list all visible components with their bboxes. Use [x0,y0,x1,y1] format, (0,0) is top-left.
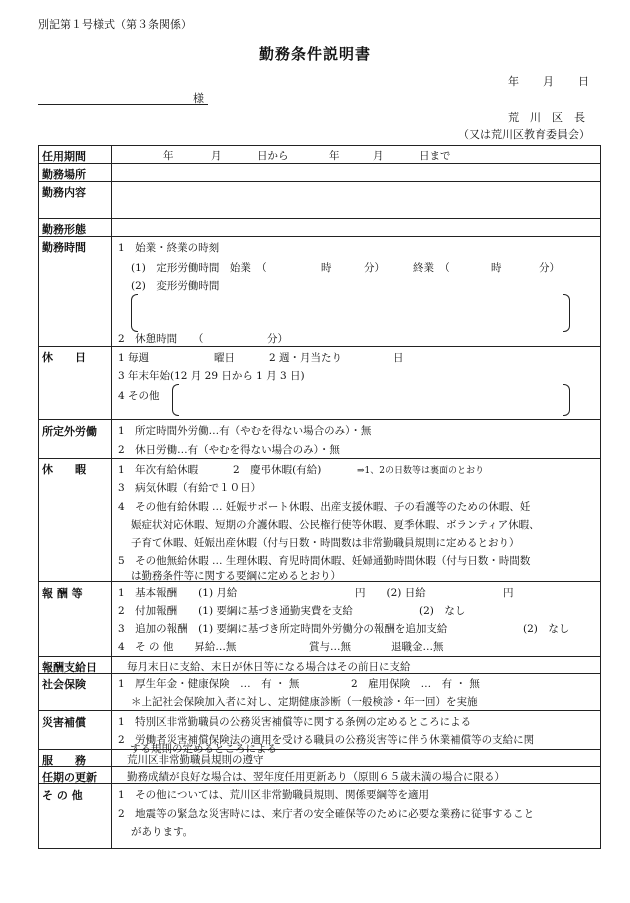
hours-line1: 1 始業・終業の時刻 [118,242,220,254]
leave-label: 休 暇 [42,463,86,476]
pay-other: 4 そ の 他 昇給…無 [118,641,237,653]
holiday-other-bracket-left [172,384,179,416]
other-line3: があります。 [131,826,194,838]
holiday-newyear: 3 年末年始(12 月 29 日から 1 月 3 日) [118,370,305,382]
overtime-line1: 1 所定時間外労働…有（やむを得ない場合のみ）・無 [118,425,372,437]
hours-fixed-end: 終業 （ [413,262,450,274]
row-divider [39,458,600,459]
document-title: 勤務条件説明書 [258,45,371,63]
pay-label: 報 酬 等 [42,587,83,600]
leave-note: ⇒1、2の日数等は裏面のとおり [357,466,484,476]
row-divider [39,163,600,164]
term-label: 任用期間 [42,150,86,163]
hours-break: 2 休憩時間 （ [118,333,204,345]
insurance-pension: 1 厚生年金・健康保険 … 有 ・ 無 [118,678,300,690]
hours-fixed-start-h: 時 [321,262,332,274]
service-label: 服 務 [42,754,86,767]
term-year-end: 年 [329,150,340,162]
leave-unpaid-2: は勤務条件等に関する要綱に定めるとおり） [131,570,341,582]
hours-label: 勤務時間 [42,241,86,254]
row-divider [39,218,600,219]
row-divider [39,346,600,347]
leave-sick: 3 病気休暇（有給で１０日） [118,482,262,494]
holiday-weekday: 曜日 [214,352,235,364]
row-divider [39,766,600,767]
hours-variable-bracket-right [563,294,570,332]
compensation-line3: する規則の定めるところによる [130,743,277,755]
other-line2: 2 地震等の緊急な災害時には、来庁者の安全確保等のために必要な業務に従事すること [118,808,535,820]
issuer-name: 荒 川 区 長 [508,111,585,124]
form-label: 勤務形態 [42,223,86,236]
pay-overtime-none: (2) なし [523,623,570,635]
overtime-label: 所定外労働 [42,425,97,438]
hours-variable-bracket-left [131,294,138,332]
leave-bereavement: 2 慶弔休暇(有給) [233,464,322,476]
issuer-alt: （又は荒川区教育委員会） [458,128,590,141]
term-month-start: 月 [211,150,222,162]
row-divider [39,236,600,237]
date-month: 月 [543,75,554,88]
hours-fixed-end-m: 分） [539,262,560,274]
term-year-start: 年 [163,150,174,162]
term-until: 日まで [419,150,451,162]
holiday-label: 休 日 [42,351,86,364]
hours-fixed-start-m: 分） [364,262,385,274]
holiday-weekly: 1 毎週 [118,352,150,364]
row-divider [39,710,600,711]
pay-overtime: 3 追加の報酬 (1) 要綱に基づき所定時間外労働分の報酬を追加支給 [118,623,448,635]
renewal-label: 任期の更新 [42,771,97,784]
hours-variable: (2) 変形労働時間 [131,280,220,292]
leave-other-paid-1: 4 その他有給休暇 … 妊娠サポート休暇、出産支援休暇、子の看護等のための休暇、妊 [118,501,531,513]
date-year: 年 [508,75,519,88]
recipient-name-line [38,104,208,105]
hours-fixed-end-h: 時 [491,262,502,274]
row-divider [39,181,600,182]
payday-label: 報酬支給日 [42,661,97,674]
other-label: そ の 他 [42,789,83,802]
form-number: 別記第１号様式（第３条関係） [38,18,192,31]
insurance-employment: 2 雇用保険 … 有 ・ 無 [351,678,480,690]
hours-break-min: 分） [267,333,288,345]
holiday-per-month: 2 週・月当たり [269,352,343,364]
holiday-days: 日 [393,352,404,364]
compensation-line2: 2 労働者災害補償保険法の適用を受ける職員の公務災害等に伴う休業補償等の支給に関 [118,734,535,746]
recipient-suffix: 様 [193,92,204,105]
conditions-table [38,145,601,849]
compensation-line1: 1 特別区非常勤職員の公務災害補償等に関する条例の定めるところによる [118,716,472,728]
leave-annual: 1 年次有給休暇 [118,464,199,476]
leave-unpaid-1: 5 その他無給休暇 … 生理休暇、育児時間休暇、妊婦通勤時間休暇（付与日数・時間数 [118,555,531,567]
holiday-other-bracket-right [563,384,570,416]
pay-daily-yen: 円 [503,587,514,599]
service-text: 荒川区非常勤職員規則の遵守 [127,754,264,766]
row-divider [39,419,600,420]
pay-retirement: 退職金…無 [391,641,444,653]
pay-bonus: 賞与…無 [309,641,351,653]
label-column-divider [111,146,112,848]
payday-text: 毎月末日に支給、末日が休日等になる場合はその前日に支給 [127,661,411,673]
row-divider [39,749,600,750]
content-label: 勤務内容 [42,186,86,199]
term-month-end: 月 [373,150,384,162]
row-divider [39,656,600,657]
leave-other-paid-2: 娠症状対応休暇、短期の介護休暇、公民権行使等休暇、夏季休暇、ボランティア休暇、 [131,519,540,531]
pay-additional: 2 付加報酬 (1) 要綱に基づき通勤実費を支給 [118,605,353,617]
hours-fixed-start: (1) 定形労働時間 始業 （ [131,262,267,274]
pay-daily: 円 (2) 日給 [355,587,426,599]
overtime-line2: 2 休日労働…有（やむを得ない場合のみ）・無 [118,444,340,456]
holiday-other: 4 その他 [118,390,160,402]
compensation-label: 災害補償 [42,716,86,729]
renewal-text: 勤務成績が良好な場合は、翌年度任用更新あり（原則６５歳未満の場合に限る） [127,771,505,783]
date-day: 日 [578,75,589,88]
pay-basic: 1 基本報酬 (1) 月給 [118,587,238,599]
other-line1: 1 その他については、荒川区非常勤職員規則、関係要綱等を適用 [118,789,429,801]
leave-other-paid-3: 子育て休暇、妊娠出産休暇（付与日数・時間数は非常勤職員規則に定めるとおり） [131,537,520,549]
place-label: 勤務場所 [42,168,86,181]
term-from: 日から [257,150,289,162]
pay-additional-none: (2) なし [419,605,466,617]
insurance-label: 社会保険 [42,678,86,691]
insurance-checkup: ＊上記社会保険加入者に対し、定期健康診断（一般検診・年一回）を実施 [131,696,478,708]
